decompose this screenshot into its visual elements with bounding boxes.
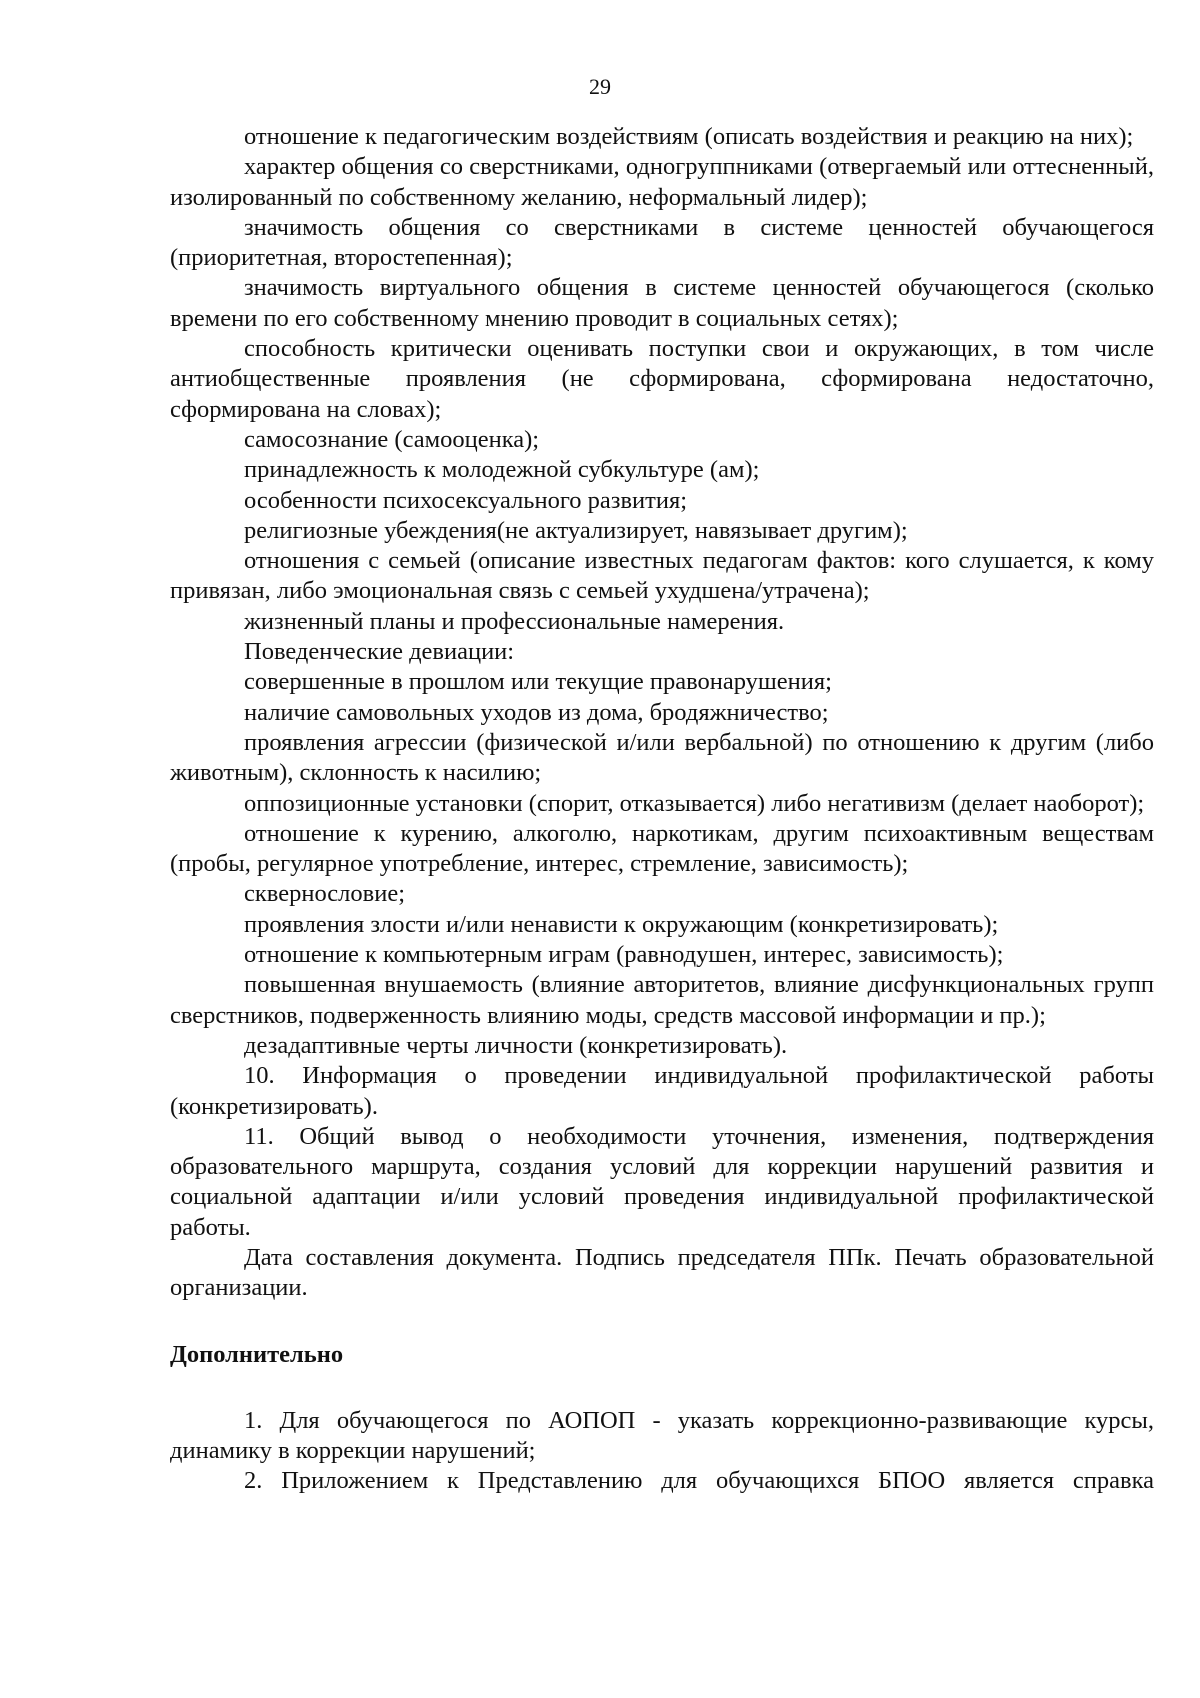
paragraph: жизненный планы и профессиональные намерения. <box>244 607 785 635</box>
paragraph: совершенные в прошлом или текущие правонарушения; <box>244 668 832 696</box>
paragraph: значимость виртуального общения в системе ценностей обучающегося (сколько времени по его собственному мнению проводит в социальных сетях); <box>170 274 1154 332</box>
paragraph: повышенная внушаемость (влияние авторитетов, влияние дисфункциональных групп сверстников, подверженность влиянию моды, средств массовой информации и пр.); <box>170 971 1154 1029</box>
paragraph: самосознание (самооценка); <box>244 425 540 453</box>
document-body <box>170 122 1154 1497</box>
paragraph: проявления злости и/или ненависти к окружающим (конкретизировать); <box>244 910 999 938</box>
section-title: Дополнительно <box>170 1340 344 1368</box>
paragraph: 2. Приложением к Представлению для обучающихся БПОО является справка <box>244 1467 1154 1495</box>
paragraph: религиозные убеждения(не актуализирует, навязывает другим); <box>244 516 908 544</box>
paragraph: оппозиционные установки (спорит, отказывается) либо негативизм (делает наоборот); <box>244 789 1145 817</box>
paragraph: Дата составления документа. Подпись председателя ППк. Печать образовательной организации. <box>170 1243 1154 1302</box>
paragraph: значимость общения со сверстниками в системе ценностей обучающегося (приоритетная, второстепенная); <box>170 213 1154 272</box>
paragraph: дезадаптивные черты личности (конкретизировать). <box>244 1031 788 1059</box>
paragraph: отношение к курению, алкоголю, наркотикам, другим психоактивным веществам (пробы, регулярное употребление, интерес, стремление, зависимость); <box>170 819 1154 878</box>
paragraph: характер общения со сверстниками, одногруппниками (отвергаемый или оттесненный, изолированный по собственному желанию, неформальный лидер); <box>170 153 1154 211</box>
paragraph: сквернословие; <box>244 880 406 908</box>
paragraph: отношения с семьей (описание известных педагогам фактов: кого слушается, к кому привязан, либо эмоциональная связь с семьей ухудшена/утрачена); <box>170 547 1154 605</box>
paragraph: особенности психосексуального развития; <box>244 486 688 514</box>
paragraph: отношение к педагогическим воздействиям (описать воздействия и реакцию на них); <box>244 123 1134 150</box>
paragraph: способность критически оценивать поступки свои и окружающих, в том числе антиобщественные проявления (не сформирована, сформирована недостаточно, сформирована на словах); <box>170 335 1154 423</box>
paragraph: отношение к компьютерным играм (равнодушен, интерес, зависимость); <box>244 941 1004 969</box>
paragraph: проявления агрессии (физической и/или вербальной) по отношению к другим (либо животным), склонность к насилию; <box>170 728 1154 787</box>
paragraph: 1. Для обучающегося по АОПОП - указать коррекционно-развивающие курсы, динамику в коррекции нарушений; <box>170 1406 1154 1465</box>
paragraph: Поведенческие девиации: <box>244 638 515 666</box>
paragraph: 10. Информация о проведении индивидуальной профилактической работы (конкретизировать). <box>170 1062 1154 1120</box>
paragraph: наличие самовольных уходов из дома, бродяжничество; <box>244 698 829 726</box>
page-number: 29 <box>589 74 611 99</box>
paragraph: 11. Общий вывод о необходимости уточнения, изменения, подтверждения образовательного маршрута, создания условий для коррекции нарушений развития и социальной адаптации и/или условий проведения индивидуальной профилактической работы. <box>170 1122 1154 1241</box>
paragraph: принадлежность к молодежной субкультуре (ам); <box>244 456 760 484</box>
